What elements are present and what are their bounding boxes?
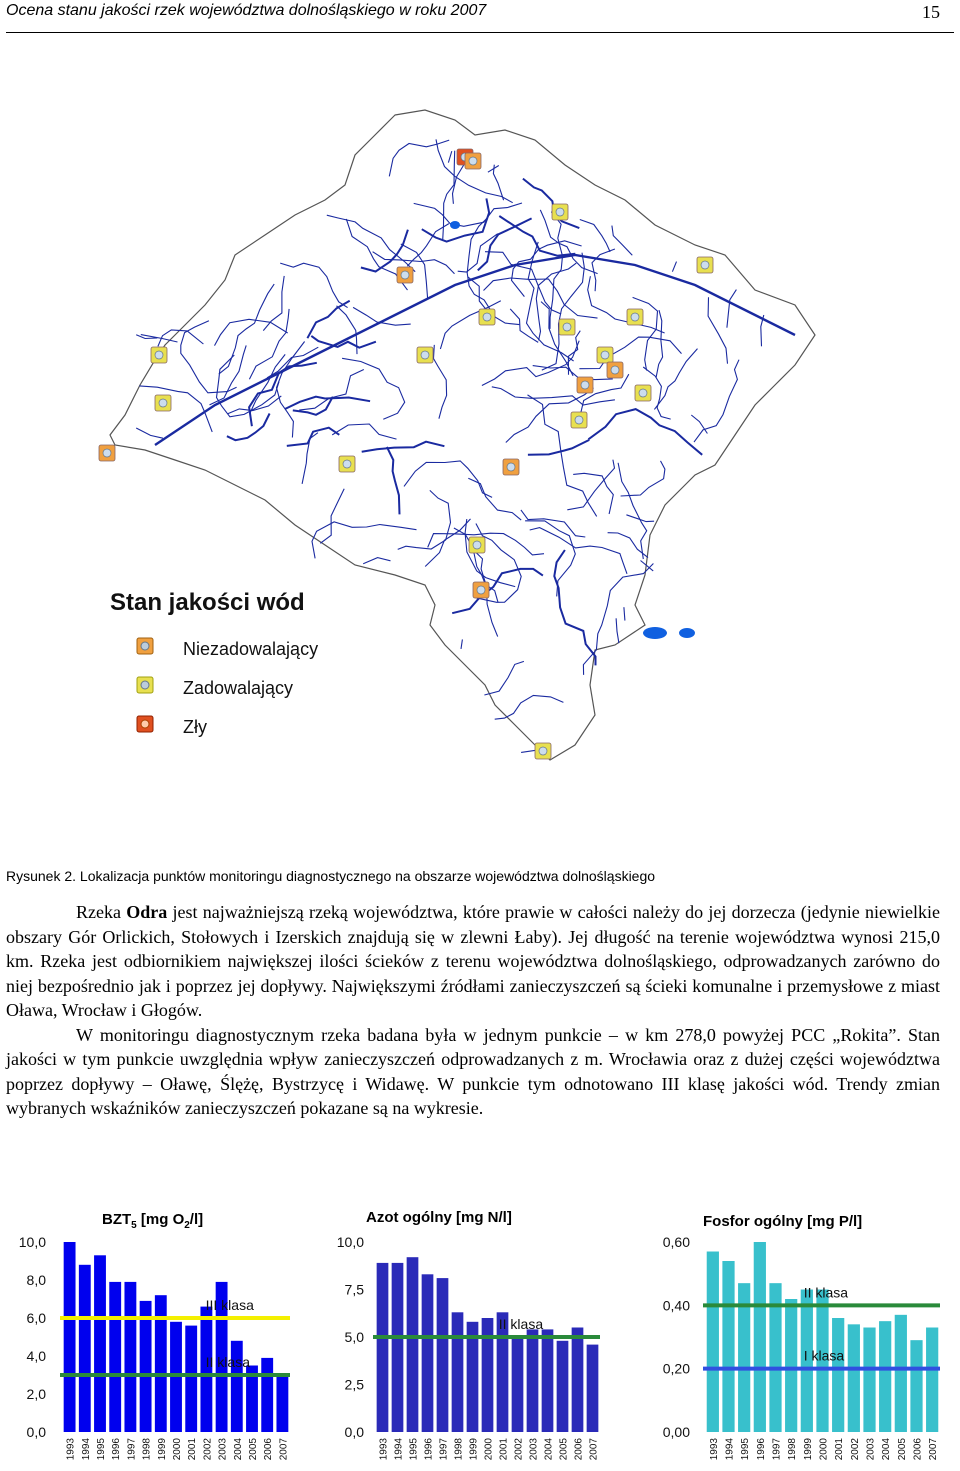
- x-tick-label: 1999: [156, 1438, 168, 1461]
- bar: [79, 1265, 91, 1432]
- x-tick-label: 1995: [408, 1438, 420, 1461]
- monitoring-point: [99, 445, 115, 461]
- monitoring-point: [151, 347, 167, 363]
- x-tick-label: 2002: [513, 1438, 525, 1461]
- x-tick-label: 1995: [740, 1438, 752, 1461]
- threshold-label: I klasa: [803, 1347, 845, 1364]
- y-tick-label: 0,00: [662, 1424, 690, 1440]
- legend-title: Stan jakości wód: [110, 589, 305, 616]
- legend-label: Niezadowalający: [183, 639, 319, 659]
- bar: [261, 1358, 273, 1432]
- x-tick-label: 1997: [126, 1438, 138, 1461]
- map-canvas: [95, 105, 885, 770]
- bar: [452, 1312, 464, 1432]
- x-tick-label: 1993: [65, 1438, 77, 1461]
- monitoring-point: [607, 362, 623, 378]
- marker-icon: [141, 681, 149, 689]
- threshold-label: II klasa: [803, 1284, 849, 1301]
- monitoring-point: [503, 459, 519, 475]
- bar: [109, 1282, 121, 1432]
- x-tick-label: 2005: [558, 1438, 570, 1461]
- lake: [643, 627, 667, 639]
- y-tick-label: 8,0: [26, 1272, 46, 1288]
- x-tick-label: 2007: [588, 1438, 600, 1461]
- monitoring-point: [559, 319, 575, 335]
- monitoring-point: [552, 204, 568, 220]
- bar: [910, 1340, 922, 1432]
- bar: [276, 1373, 288, 1432]
- x-tick-label: 2003: [865, 1438, 877, 1461]
- lake: [450, 221, 460, 229]
- legend-item-zadowalajacy: [137, 677, 293, 698]
- bar: [124, 1282, 136, 1432]
- x-tick-label: 2007: [928, 1438, 940, 1461]
- monitoring-point: [473, 582, 489, 598]
- monitoring-point: [397, 267, 413, 283]
- bar: [527, 1329, 539, 1432]
- monitoring-point: [535, 743, 551, 759]
- bar: [722, 1261, 734, 1432]
- figure-caption: Rysunek 2. Lokalizacja punktów monitoringu diagnostycznego na obszarze województwa dolnośląskiego: [6, 868, 656, 884]
- y-tick-label: 10,0: [336, 1234, 364, 1250]
- y-tick-label: 2,5: [344, 1376, 364, 1393]
- x-tick-label: 1997: [438, 1438, 450, 1461]
- page-number: 15: [922, 2, 940, 22]
- x-tick-label: 2002: [849, 1438, 861, 1461]
- y-tick-label: 5,0: [344, 1329, 364, 1345]
- bar: [94, 1255, 106, 1432]
- x-tick-label: 2001: [187, 1438, 199, 1461]
- monitoring-point: [627, 309, 643, 325]
- bar: [512, 1335, 524, 1432]
- bar: [422, 1274, 434, 1432]
- x-tick-label: 1994: [724, 1438, 736, 1461]
- x-tick-label: 2006: [573, 1438, 585, 1461]
- bar: [572, 1328, 584, 1433]
- y-tick-label: 2,0: [26, 1386, 46, 1402]
- x-tick-label: 1993: [378, 1438, 390, 1461]
- bar: [848, 1324, 860, 1432]
- y-tick-label: 0,60: [662, 1234, 690, 1250]
- bar: [587, 1345, 599, 1432]
- x-tick-label: 2006: [912, 1438, 924, 1461]
- chart-bzt5: [0, 1200, 300, 1471]
- chart-fosfor-svg: [650, 1200, 955, 1471]
- page-header: [6, 0, 954, 33]
- monitoring-point: [417, 347, 433, 363]
- body-text: [6, 900, 940, 1121]
- x-tick-label: 2003: [217, 1438, 229, 1461]
- threshold-label: III klasa: [205, 1297, 254, 1313]
- chart-fosfor: [650, 1200, 955, 1471]
- chart-title: $BZT_5$ [mg $O_2/l$]: [102, 1211, 204, 1231]
- x-tick-label: 2003: [528, 1438, 540, 1461]
- y-tick-label: 7,5: [344, 1281, 364, 1298]
- x-tick-label: 2005: [248, 1438, 259, 1461]
- y-tick-label: 0,0: [26, 1424, 46, 1440]
- legend-item-niezadowalajacy: [137, 638, 318, 659]
- bar: [185, 1326, 197, 1432]
- x-tick-label: 1998: [141, 1438, 153, 1461]
- region-outline: [110, 110, 815, 760]
- legend-item-zly: [137, 716, 207, 737]
- x-tick-label: 2004: [881, 1438, 893, 1461]
- x-tick-label: 1998: [453, 1438, 465, 1461]
- bar: [437, 1278, 449, 1432]
- document-title: Ocena stanu jakości rzek województwa dolnośląskiego w roku 2007: [6, 2, 487, 19]
- chart-azot: [320, 1200, 620, 1471]
- x-tick-label: 2001: [498, 1438, 510, 1461]
- bar: [879, 1321, 891, 1432]
- x-tick-label: 1999: [468, 1438, 480, 1461]
- legend-label: Zły: [183, 717, 207, 737]
- bar: [155, 1295, 167, 1432]
- x-tick-label: 2000: [818, 1438, 830, 1461]
- bar: [785, 1299, 797, 1432]
- x-tick-label: 2000: [172, 1438, 183, 1461]
- chart-title: Azot ogólny [mg N/l]: [366, 1209, 512, 1226]
- y-tick-label: 0,20: [662, 1360, 690, 1377]
- monitoring-point: [479, 309, 495, 325]
- chart-title: Fosfor ogólny [mg P/l]: [703, 1213, 863, 1230]
- monitoring-point: [697, 257, 713, 273]
- paragraph-2: W monitoringu diagnostycznym rzeka badana była w jednym punkcie – w km 278,0 powyżej PCC „Rokita”. Stan jakości w tym punkcie uwzględnia wpływ zanieczyszczeń odprowadzanych z m. Wrocławia oraz z dużej części województwa poprzez dopływy – Oławę, Ślężę, Bystrzycę i Widawę. W punkcie tym odnotowano III klasę jakości wód. Trendy zmian wybranych wskaźników zanieczyszczeń pokazane są na wykresie.: [6, 1024, 940, 1118]
- bar: [895, 1315, 907, 1432]
- x-tick-label: 2004: [232, 1438, 244, 1461]
- marker-icon: [141, 720, 149, 728]
- bar: [557, 1341, 569, 1432]
- x-tick-label: 2002: [202, 1438, 214, 1461]
- x-tick-label: 1998: [787, 1438, 799, 1461]
- lake: [679, 628, 695, 638]
- legend-label: Zadowalający: [183, 678, 294, 698]
- x-tick-label: 1997: [771, 1438, 783, 1461]
- x-tick-label: 2000: [483, 1438, 495, 1461]
- threshold-label: II klasa: [498, 1316, 544, 1332]
- marker-icon: [141, 642, 149, 650]
- x-tick-label: 2001: [834, 1438, 846, 1461]
- monitoring-point: [577, 377, 593, 393]
- text-run: Rzeka: [76, 902, 127, 922]
- bar: [140, 1301, 152, 1432]
- threshold-label: II klasa: [205, 1354, 250, 1370]
- paragraph-1: [6, 900, 940, 1023]
- x-tick-label: 1995: [96, 1438, 107, 1461]
- x-tick-label: 2007: [278, 1438, 290, 1461]
- bar: [832, 1318, 844, 1432]
- monitoring-point: [339, 456, 355, 472]
- x-tick-label: 1996: [755, 1438, 767, 1461]
- x-tick-label: 1994: [393, 1438, 405, 1461]
- monitoring-point: [155, 395, 171, 411]
- bar: [863, 1328, 875, 1433]
- bar: [392, 1263, 404, 1432]
- x-tick-label: 1996: [423, 1438, 435, 1461]
- y-tick-label: 6,0: [26, 1310, 46, 1326]
- bar: [64, 1242, 76, 1432]
- monitoring-map: [95, 105, 885, 770]
- map-legend: [110, 589, 318, 737]
- monitoring-point: [465, 153, 481, 169]
- monitoring-point: [635, 385, 651, 401]
- x-tick-label: 2006: [263, 1438, 275, 1461]
- bar: [377, 1263, 389, 1432]
- y-tick-label: 0,40: [662, 1297, 690, 1314]
- x-tick-label: 1993: [708, 1438, 720, 1461]
- bar: [542, 1329, 554, 1432]
- monitoring-point: [571, 412, 587, 428]
- river-name: Odra: [126, 902, 168, 922]
- text-run: jest najważniejszą rzeką województwa, które prawie w całości należy do jej dorzecza (jedynie niewielkie obszary Gór Orlickich, Stołowych i Izerskich znajdują się w zlewni Łaby). Jej długość na terenie województwa wynosi 215,0 km. Rzeka jest odbiornikiem największej ilości ścieków z terenu województwa dolnośląskiego, odprowadzanych zarówno do niej bezpośrednio jak i poprzez jej dopływy. Największymi źródłami zanieczyszczeń są ścieki komunalne i przemysłowe z miast Oława, Wrocław i Głogów.: [6, 902, 940, 1020]
- bar: [754, 1242, 766, 1432]
- bar: [407, 1257, 419, 1432]
- chart-azot-svg: [320, 1200, 620, 1471]
- x-tick-label: 2005: [896, 1438, 908, 1461]
- y-tick-label: 4,0: [26, 1348, 46, 1364]
- x-tick-label: 2004: [543, 1438, 555, 1461]
- monitoring-point: [469, 537, 485, 553]
- x-tick-label: 1994: [80, 1438, 92, 1461]
- x-tick-label: 1999: [802, 1438, 814, 1461]
- bar: [707, 1252, 719, 1433]
- y-tick-label: 0,0: [344, 1424, 364, 1440]
- bar: [926, 1328, 938, 1433]
- y-tick-label: 10,0: [18, 1234, 46, 1250]
- monitoring-point: [597, 347, 613, 363]
- chart-bzt5-svg: [0, 1200, 300, 1471]
- x-tick-label: 1996: [111, 1438, 123, 1461]
